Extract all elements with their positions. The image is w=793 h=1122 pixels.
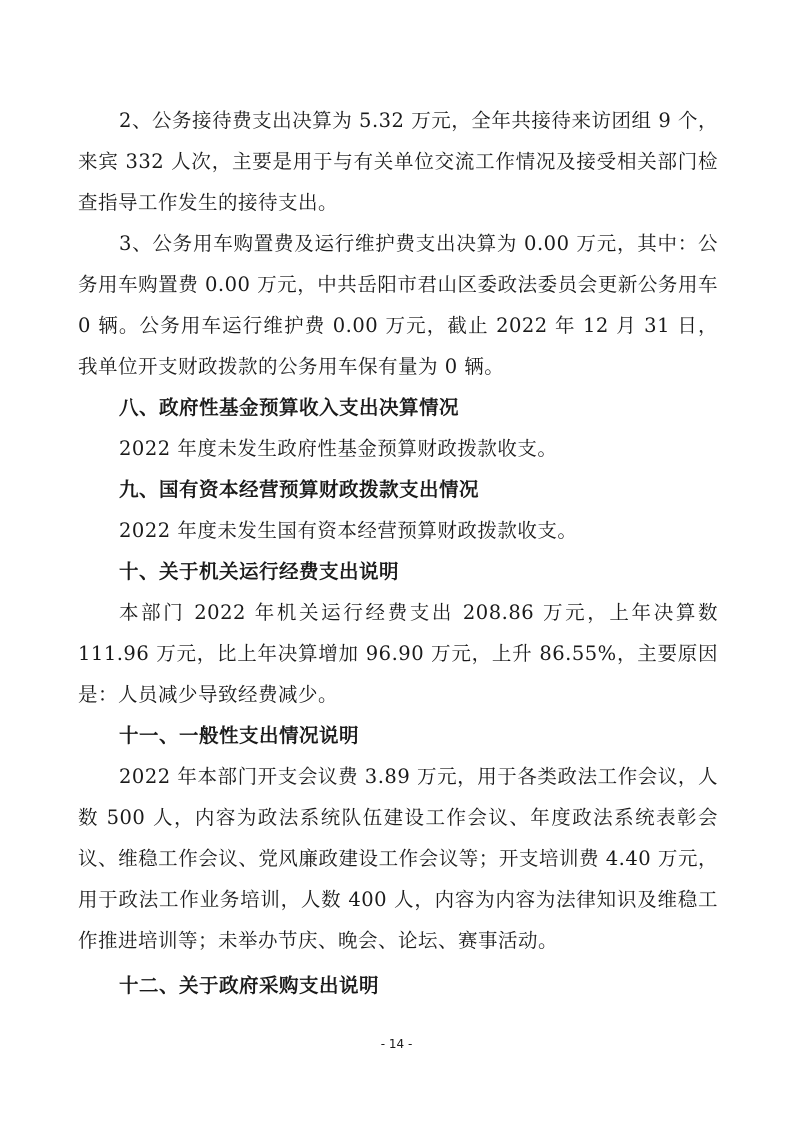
heading-section-11: 十一、一般性支出情况说明 — [119, 724, 360, 747]
paragraph-vehicle-expense: 3、公务用车购置费及运行维护费支出决算为 0.00 万元，其中：公务用车购置费 0.00 万元，中共岳阳市君山区委政法委员会更新公务用车 0 辆。公务用车运行维护费 0.00 万元，截止 2022 年 12 月 31 日，我单位开支财政拨款的公务用车保有量为 0 辆。 — [78, 232, 718, 378]
paragraph-section-10: 本部门 2022 年机关运行经费支出 208.86 万元，上年决算数 111.96 万元，比上年决算增加 96.90 万元，上升 86.55%，主要原因是：人员减少导致经费减少。 — [78, 601, 718, 706]
paragraph-section-8: 2022 年度未发生政府性基金预算财政拨款收支。 — [119, 437, 558, 460]
heading-section-9: 九、国有资本经营预算财政拨款支出情况 — [119, 478, 480, 501]
paragraph-section-9: 2022 年度未发生国有资本经营预算财政拨款收支。 — [119, 519, 578, 542]
page-number: - 14 - — [380, 1037, 413, 1051]
heading-section-8: 八、政府性基金预算收入支出决算情况 — [119, 396, 460, 419]
heading-section-10: 十、关于机关运行经费支出说明 — [119, 560, 400, 583]
document-body — [78, 100, 718, 1006]
paragraph-reception-expense: 2、公务接待费支出决算为 5.32 万元，全年共接待来访团组 9 个，来宾 332 人次，主要是用于与有关单位交流工作情况及接受相关部门检查指导工作发生的接待支出。 — [78, 109, 718, 214]
heading-section-12: 十二、关于政府采购支出说明 — [119, 974, 380, 997]
paragraph-section-11: 2022 年本部门开支会议费 3.89 万元，用于各类政法工作会议，人数 500 人，内容为政法系统队伍建设工作会议、年度政法系统表彰会议、维稳工作会议、党风廉政建设工作会议等；开支培训费 4.40 万元，用于政法工作业务培训，人数 400 人，内容为内容为法律知识及维稳工作推进培训等；未举办节庆、晚会、论坛、赛事活动。 — [78, 765, 718, 952]
